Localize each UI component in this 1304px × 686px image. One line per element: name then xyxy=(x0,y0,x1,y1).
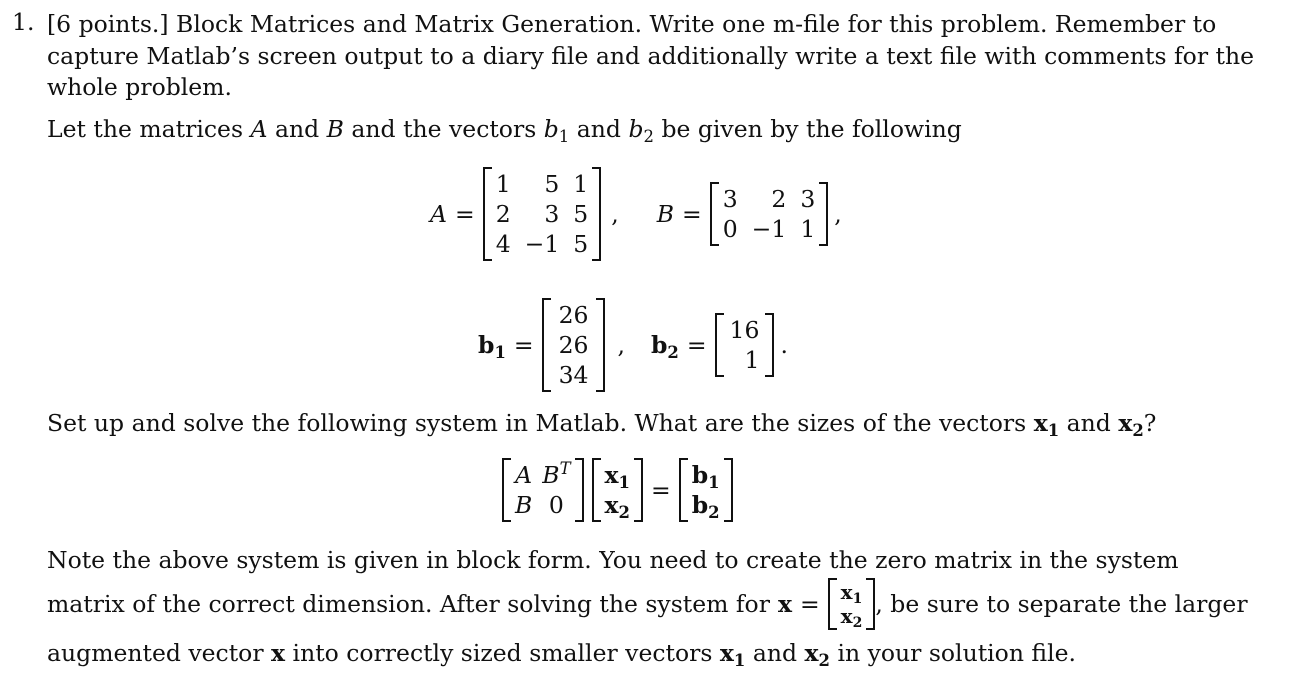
bracket-left xyxy=(502,458,511,522)
matrix-cell: 16 xyxy=(729,316,760,344)
eq-b2-label xyxy=(650,331,679,362)
matrix-cell: 5 xyxy=(544,170,560,198)
sym-x2-sub: 2 xyxy=(1132,420,1144,440)
eq-comma-1: , xyxy=(611,200,619,228)
matrix-cell: 1 xyxy=(495,170,511,198)
note-sym-x1-base: x xyxy=(719,639,734,667)
vec-b1-base: b xyxy=(691,461,709,489)
bracket-left xyxy=(483,167,492,261)
setup-and: and xyxy=(1066,409,1111,437)
matrix-cell: 3 xyxy=(800,185,816,213)
block-matrix xyxy=(502,458,584,522)
bracket-right xyxy=(819,182,828,246)
sym-x2-base: x xyxy=(1118,409,1133,437)
matrix-cell: 5 xyxy=(573,230,589,258)
intro-line-3 xyxy=(47,71,232,103)
note-vector-x xyxy=(828,578,876,630)
eq-period: . xyxy=(780,331,788,359)
sym-b2-base: b xyxy=(628,115,644,143)
bracket-left xyxy=(592,458,601,522)
note-sym-x1-sub: 1 xyxy=(733,650,746,670)
vector-b2-grid xyxy=(724,313,766,377)
bracket-right xyxy=(724,458,733,522)
block-A: A xyxy=(515,461,533,489)
matrix-cell: 34 xyxy=(558,361,589,389)
eq-b1-sub: 1 xyxy=(494,342,506,362)
setup-sentence xyxy=(47,407,1156,439)
block-system xyxy=(502,458,733,522)
note-line-2 xyxy=(47,578,1248,630)
matrix-cell: 2 xyxy=(495,200,511,228)
eq-b2-sub: 2 xyxy=(667,342,679,362)
note-line-3 xyxy=(47,637,1076,669)
bracket-right xyxy=(866,578,875,630)
note-text-3a: augmented vector xyxy=(47,639,264,667)
vector-b2 xyxy=(715,313,775,377)
matrix-cell: 1 xyxy=(800,215,816,243)
vec-x1-sub: 1 xyxy=(618,472,630,492)
bracket-left xyxy=(710,182,719,246)
vec-b2-base: b xyxy=(691,491,709,519)
eq-b2-base: b xyxy=(650,331,668,359)
eq-b1-equals: = xyxy=(513,331,534,359)
note-vector-x-grid xyxy=(837,578,867,630)
equation-b1-b2 xyxy=(478,298,788,392)
matrix-cell: −1 xyxy=(524,230,560,258)
bracket-left xyxy=(542,298,551,392)
intro-text-3: whole problem. xyxy=(47,73,232,101)
sym-b1 xyxy=(543,115,570,146)
given-suffix: be given by the following xyxy=(661,115,962,143)
note-line-1 xyxy=(47,544,1179,576)
sym-A: A xyxy=(250,115,268,143)
sym-x1-base: x xyxy=(1033,409,1048,437)
intro-text-1: [6 points.] Block Matrices and Matrix Generation. Write one m-file for this problem. Remember to xyxy=(47,10,1217,38)
vector-x-grid xyxy=(601,458,634,522)
block-BT-base: B xyxy=(542,461,560,489)
note-vec-x2-base: x xyxy=(840,604,853,628)
eq-B-equals: = xyxy=(682,200,702,228)
setup-prefix: Set up and solve the following system in Matlab. What are the sizes of the vectors xyxy=(47,409,1027,437)
vec-x1 xyxy=(605,460,630,490)
matrix-cell: 2 xyxy=(771,185,787,213)
vector-b-grid xyxy=(688,458,724,522)
eq-b2-equals: = xyxy=(686,331,707,359)
note-sym-x2 xyxy=(804,639,830,670)
matrix-cell: −1 xyxy=(751,215,787,243)
given-and-1: and xyxy=(274,115,320,143)
bracket-left xyxy=(715,313,724,377)
note-sym-x: x xyxy=(777,590,792,618)
vector-x xyxy=(592,458,643,522)
eq-A-equals: = xyxy=(454,200,475,228)
note-sym-x-aug: x xyxy=(271,639,286,667)
note-sym-x1 xyxy=(719,639,746,670)
note-vec-x1-base: x xyxy=(840,580,853,604)
note-text-3b: into correctly sized smaller vectors xyxy=(292,639,713,667)
vec-x1-base: x xyxy=(604,461,619,489)
bracket-right xyxy=(765,313,774,377)
block-equals: = xyxy=(650,476,671,504)
sym-B: B xyxy=(326,115,344,143)
problem-number: 1. xyxy=(12,8,35,36)
matrix-cell: 26 xyxy=(558,301,589,329)
setup-question-mark: ? xyxy=(1143,409,1157,437)
note-text-3d: in your solution file. xyxy=(837,639,1076,667)
note-text-3c: and xyxy=(752,639,798,667)
eq-b1-base: b xyxy=(478,331,495,359)
bracket-right xyxy=(575,458,584,522)
matrix-cell: 3 xyxy=(722,185,738,213)
note-sym-x2-base: x xyxy=(804,639,819,667)
note-vec-x1-sub: 1 xyxy=(852,591,863,608)
equation-A-B xyxy=(430,167,842,261)
eq-comma-2: , xyxy=(834,200,842,228)
note-vec-x2 xyxy=(840,604,863,632)
matrix-cell: 1 xyxy=(744,346,760,374)
given-and-2: and xyxy=(576,115,621,143)
sym-x1-sub: 1 xyxy=(1047,420,1060,440)
eq-A-label: A xyxy=(430,200,447,228)
vec-x2-base: x xyxy=(604,491,619,519)
given-mid: and the vectors xyxy=(351,115,537,143)
block-zero: 0 xyxy=(548,491,564,519)
matrix-A-grid xyxy=(492,167,593,261)
vec-b1-sub: 1 xyxy=(708,472,720,492)
eq-b1-label xyxy=(478,331,506,362)
given-prefix: Let the matrices xyxy=(47,115,243,143)
vec-b1 xyxy=(692,460,720,490)
given-sentence xyxy=(47,113,962,145)
bracket-left xyxy=(679,458,688,522)
sym-b1-base: b xyxy=(543,115,559,143)
matrix-B xyxy=(710,182,829,246)
matrix-cell: 26 xyxy=(558,331,589,359)
vec-x2-sub: 2 xyxy=(618,502,630,522)
block-matrix-grid xyxy=(511,458,575,522)
sym-b1-sub: 1 xyxy=(558,126,570,146)
note-sym-x2-sub: 2 xyxy=(818,650,830,670)
vector-b1 xyxy=(542,298,606,392)
sym-x1 xyxy=(1033,409,1060,440)
vec-b2-sub: 2 xyxy=(708,502,720,522)
sym-b2 xyxy=(628,115,654,146)
sym-b2-sub: 2 xyxy=(643,126,654,146)
vec-b2 xyxy=(692,490,720,520)
block-BT xyxy=(542,460,570,490)
note-vec-x2-sub: 2 xyxy=(852,615,863,632)
bracket-right xyxy=(634,458,643,522)
note-text-2b: , be sure to separate the larger xyxy=(875,590,1248,618)
matrix-A xyxy=(483,167,602,261)
matrix-cell: 5 xyxy=(573,200,589,228)
sym-x2 xyxy=(1118,409,1144,440)
intro-line-2 xyxy=(47,40,1254,72)
vec-x2 xyxy=(605,490,630,520)
matrix-cell: 0 xyxy=(722,215,738,243)
block-B: B xyxy=(515,491,533,519)
note-equals: = xyxy=(799,590,820,618)
vector-b1-grid xyxy=(551,298,597,392)
matrix-cell: 1 xyxy=(573,170,589,198)
vector-b xyxy=(679,458,733,522)
eq-B-label: B xyxy=(656,200,675,228)
matrix-cell: 4 xyxy=(495,230,511,258)
block-BT-sup: T xyxy=(559,458,571,478)
bracket-right xyxy=(592,167,601,261)
intro-line-1 xyxy=(47,8,1216,40)
matrix-cell: 3 xyxy=(544,200,560,228)
bracket-left xyxy=(828,578,837,630)
intro-text-2: capture Matlab’s screen output to a diary file and additionally write a text file with comments for the xyxy=(47,42,1255,70)
note-text-1: Note the above system is given in block form. You need to create the zero matrix in the system xyxy=(47,546,1179,574)
eq-comma-3: , xyxy=(617,331,625,359)
note-text-2a: matrix of the correct dimension. After solving the system for xyxy=(47,590,770,618)
note-vec-x1 xyxy=(840,580,863,608)
bracket-right xyxy=(596,298,605,392)
matrix-B-grid xyxy=(719,182,820,246)
